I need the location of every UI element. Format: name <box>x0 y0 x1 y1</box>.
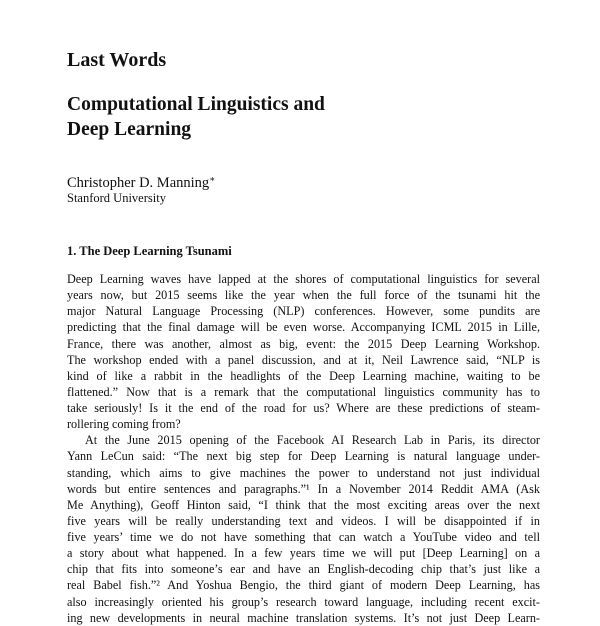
author-footnote-marker: ∗ <box>209 174 216 184</box>
text-line: Deep Learning waves have lapped at the shores of computational linguistics for several <box>67 272 540 286</box>
author-affiliation: Stanford University <box>67 191 166 205</box>
section-label: Last Words <box>67 49 167 71</box>
text-line: ing new developments in neural machine translation systems. It’s not just Deep Learn- <box>67 610 540 625</box>
paper-title <box>67 92 487 142</box>
text-line: kind of like a rabbit in the headlights of the Deep Learning machine, waiting to be <box>67 368 540 383</box>
title-line: Computational Linguistics and <box>67 94 325 115</box>
text-line: real Babel fish.”² And Yoshua Bengio, the third giant of modern Deep Learning, has <box>67 578 540 593</box>
body-text <box>67 271 540 626</box>
author-name: Christopher D. Manning <box>67 175 210 191</box>
text-line: At the June 2015 opening of the Facebook AI Research Lab in Paris, its director <box>85 433 540 448</box>
text-line: France, there was another, almost as big, event: the 2015 Deep Learning Workshop. <box>67 336 540 351</box>
text-line: a story about what happened. In a few years time we will put [Deep Learning] on a <box>67 546 540 561</box>
text-line: major Natural Language Processing (NLP) conferences. However, some pundits are <box>67 304 540 319</box>
text-line: flattened.” Now that is a remark that the computational linguistics community has to <box>67 384 540 399</box>
text-line: five years’ time we do not have something that can watch a YouTube video and tell <box>67 530 540 544</box>
text-line: years now, but 2015 seems like the year when the full force of the tsunami hit the <box>67 288 540 303</box>
text-line: five years will be really understanding text and videos. I will be disappointed if in <box>67 513 540 528</box>
text-line: chip that fits into someone’s ear and have an English-decoding chip that’s just like a <box>67 562 540 577</box>
text-line: take seriously! Is it the end of the road for us? Where are these predictions of steam- <box>67 401 540 415</box>
text-line: rollering coming from? <box>67 417 181 432</box>
text-line: words but entire sentences and paragraphs.”¹ In a November 2014 Reddit AMA (Ask <box>67 481 540 496</box>
text-line: also increasingly oriented his group’s research toward language, including recent excit- <box>67 594 540 609</box>
text-line: The workshop ended with a panel discussion, and at it, Neil Lawrence said, “NLP is <box>67 352 540 367</box>
text-line: predicting that the final damage will be even worse. Accompanying ICML 2015 in Lille, <box>67 320 540 335</box>
text-line: Yann LeCun said: “The next big step for Deep Learning is natural language under- <box>67 449 540 464</box>
text-line: Me Anything), Geoff Hinton said, “I think that the most exciting areas over the next <box>67 497 540 512</box>
section-heading: 1. The Deep Learning Tsunami <box>67 244 232 258</box>
title-line: Deep Learning <box>67 119 192 140</box>
text-line: standing, which aims to give machines the power to understand not just individual <box>67 465 540 480</box>
